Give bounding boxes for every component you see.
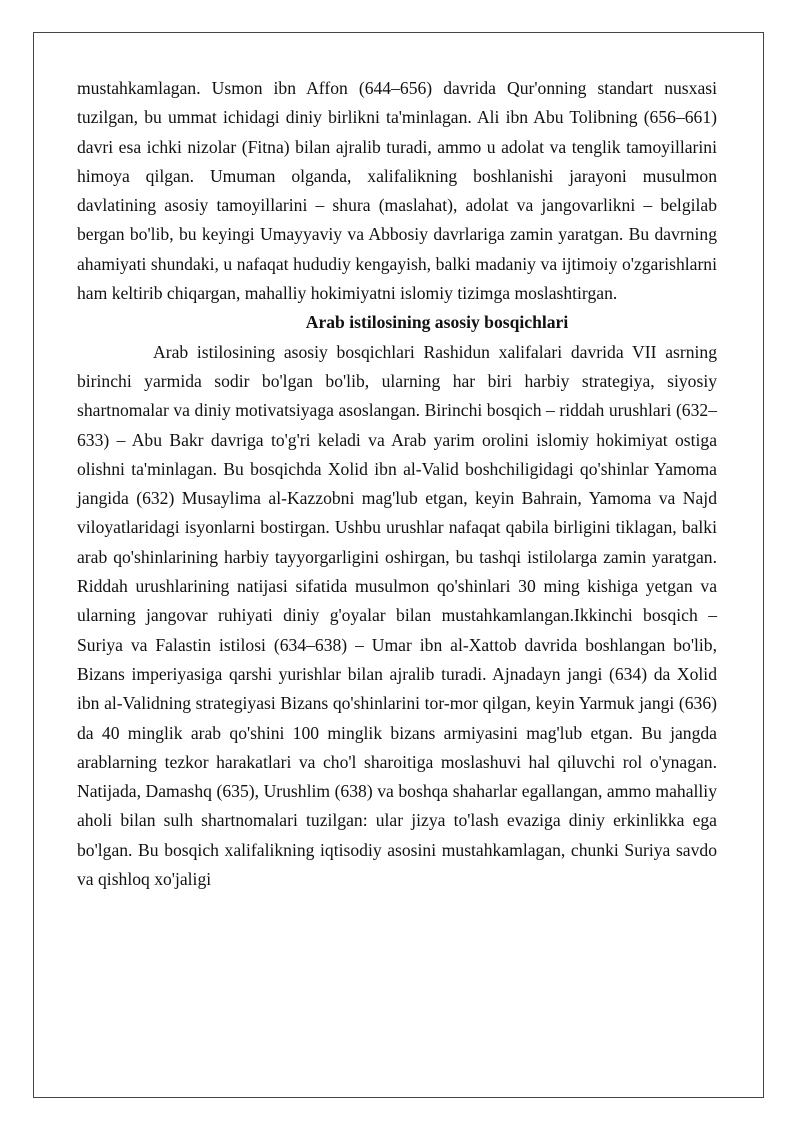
paragraph-intro: mustahkamlagan. Usmon ibn Affon (644–656) davrida Qur'onning standart nusxasi tuzilgan, bu ummat ichidagi diniy birlikni ta'minlagan. Ali ibn Abu Tolibning (656–661) davri esa ichki nizolar (Fitna) bilan ajralib turadi, ammo u adolat va tenglik tamoyillarini himoya qilgan. Umuman olganda, xalifalikning boshlanishi jarayoni musulmon davlatining asosiy tamoyillarini – shura (maslahat), adolat va jangovarlikni – belgilab bergan bo'lib, bu keyingi Umayyaviy va Abbosiy davrlariga zamin yaratgan. Bu davrning ahamiyati shundaki, u nafaqat hududiy kengayish, balki madaniy va ijtimoiy o'zgarishlarni ham keltirib chiqargan, mahalliy hokimiyatni islomiy tizimga moslashtirgan. <box>77 78 717 304</box>
section-heading: Arab istilosining asosiy bosqichlari <box>305 312 569 333</box>
document-body <box>77 74 717 894</box>
paragraph-main: Arab istilosining asosiy bosqichlari Rashidun xalifalari davrida VII asrning birinchi yarmida sodir bo'lgan bo'lib, ularning har biri harbiy strategiya, siyosiy shartnomalar va diniy motivatsiyaga asoslangan. Birinchi bosqich – riddah urushlari (632–633) – Abu Bakr davriga to'g'ri keladi va Arab yarim orolini islomiy hokimiyat ostiga olishni ta'minlagan. Bu bosqichda Xolid ibn al-Valid boshchiligidagi qo'shinlar Yamoma jangida (632) Musaylima al-Kazzobni mag'lub etgan, keyin Bahrain, Yamoma va Najd viloyatlaridagi isyonlarni bostirgan. Ushbu urushlar nafaqat qabila birligini tiklagan, balki arab qo'shinlarining harbiy tayyorgarligini oshirgan, bu tashqi istilolarga zamin yaratgan. Riddah urushlarining natijasi sifatida musulmon qo'shinlari 30 ming kishiga yetgan va ularning jangovar ruhiyati diniy g'oyalar bilan mustahkamlangan.Ikkinchi bosqich – Suriya va Falastin istilosi (634–638) – Umar ibn al-Xattob davrida boshlangan bo'lib, Bizans imperiyasiga qarshi yurishlar bilan ajralib turadi. Ajnadayn jangi (634) da Xolid ibn al-Validning strategiyasi Bizans qo'shinlarini tor-mor qilgan, keyin Yarmuk jangi (636) da 40 minglik arab qo'shini 100 minglik bizans armiyasini mag'lub etgan. Bu jangda arablarning tezkor harakatlari va cho'l sharoitiga moslashuvi hal qiluvchi rol o'ynagan. Natijada, Damashq (635), Urushlim (638) va boshqa shaharlar egallangan, ammo mahalliy aholi bilan sulh shartnomalari tuzilgan: ular jizya to'lash evaziga diniy erkinlikka ega bo'lgan. Bu bosqich xalifalikning iqtisodiy asosini mustahkamlagan, chunki Suriya savdo va qishloq xo'jaligi <box>77 341 717 890</box>
